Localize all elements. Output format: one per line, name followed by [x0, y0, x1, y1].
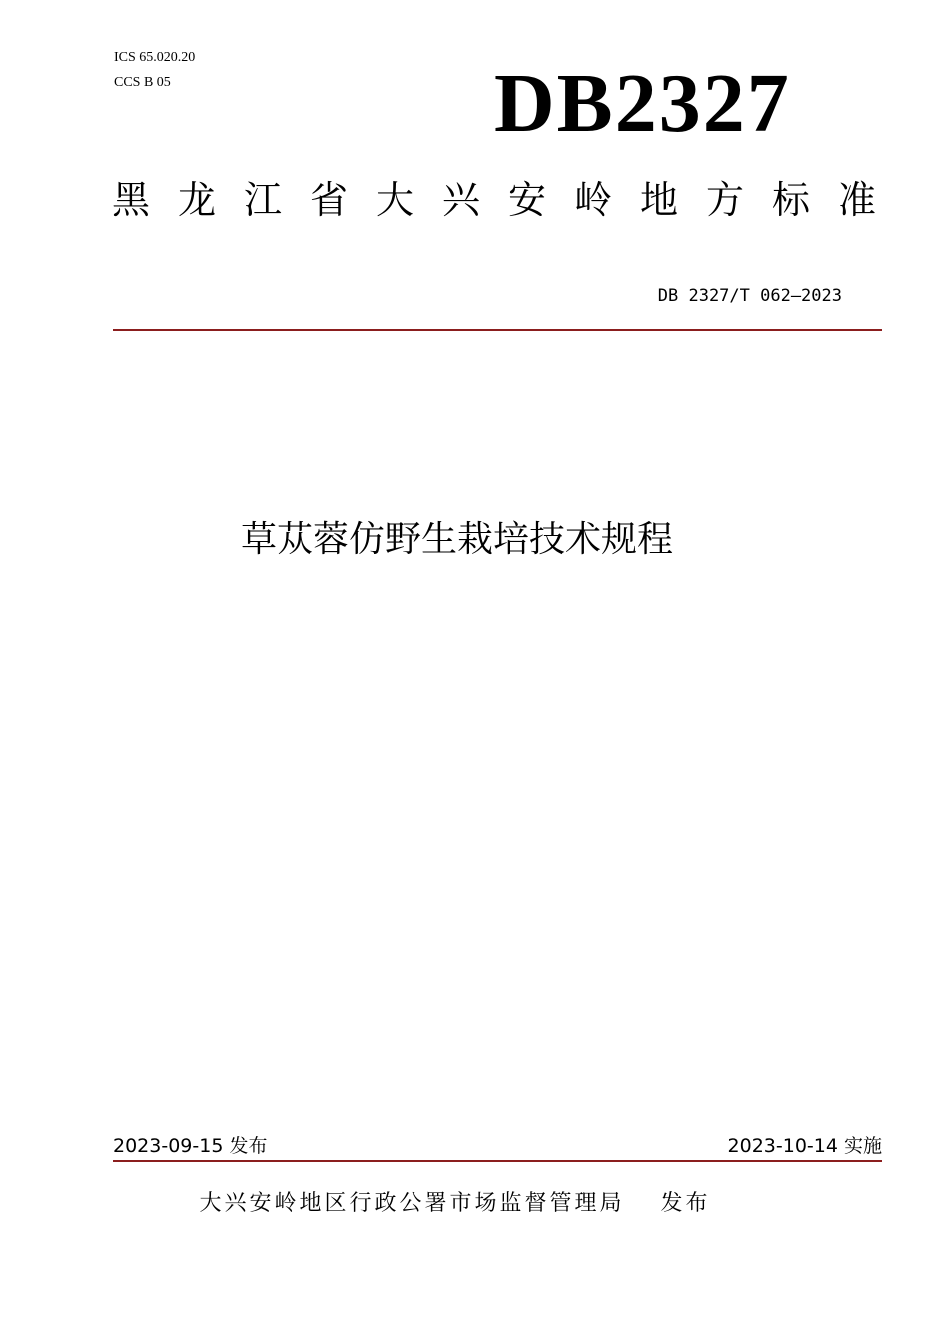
ccs-code: CCS B 05 [114, 75, 171, 90]
standard-number: DB 2327/T 062—2023 [657, 286, 842, 306]
standard-code-logo: DB2327 [494, 57, 791, 150]
top-divider [113, 329, 882, 331]
province-title: 黑龙江省大兴安岭地方标准 [112, 178, 905, 222]
effective-date: 2023-10-14 实施 [727, 1135, 882, 1157]
issue-date: 2023-09-15 发布 [113, 1135, 268, 1157]
bottom-divider [113, 1160, 882, 1162]
issuer-name: 大兴安岭地区行政公署市场监督管理局 [199, 1191, 625, 1216]
issuer-line [0, 1190, 950, 1218]
document-title: 草苁蓉仿野生栽培技术规程 [240, 519, 673, 560]
issuer-action: 发布 [660, 1191, 711, 1216]
ics-code: ICS 65.020.20 [114, 50, 196, 65]
